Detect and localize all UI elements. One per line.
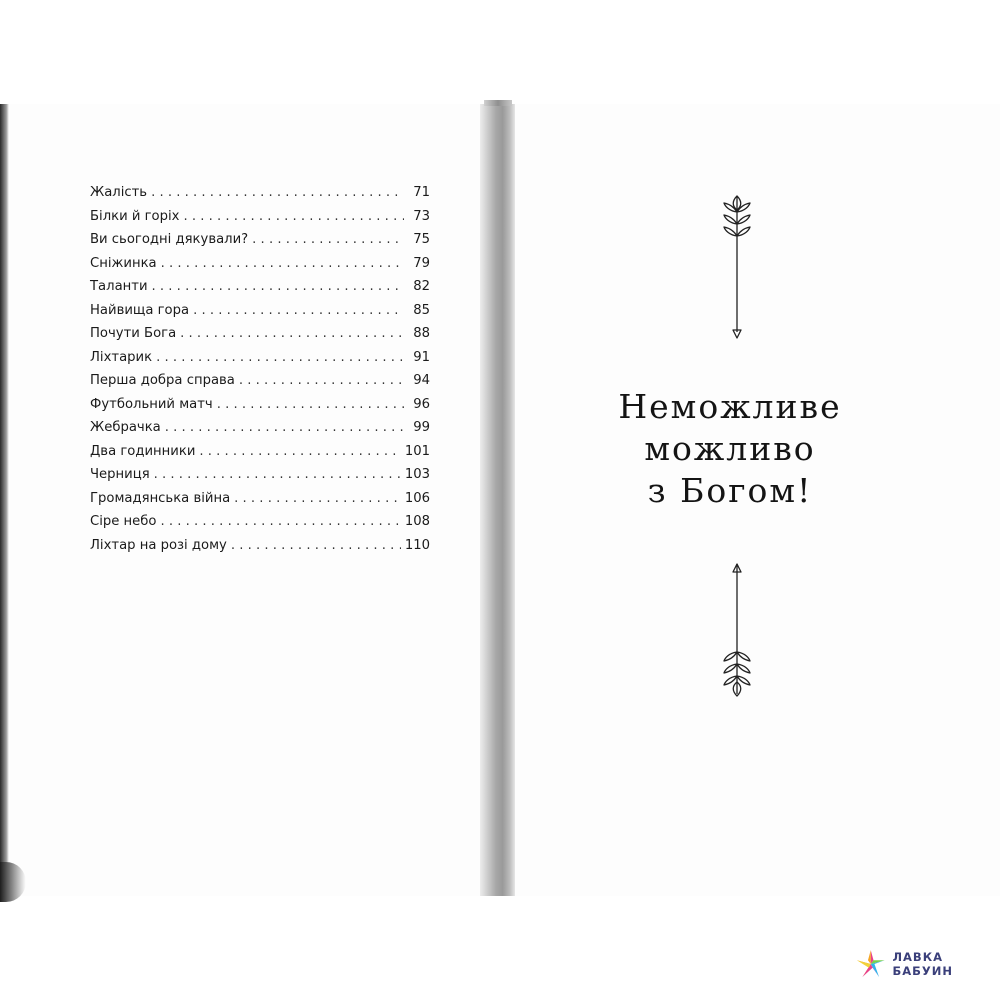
toc-entry-title: Найвища гора — [90, 302, 190, 318]
toc-entry — [90, 303, 430, 327]
toc-dot-leader — [199, 444, 400, 459]
toc-entry-title: Громадянська війна — [90, 490, 231, 506]
toc-entry-title: Таланти — [90, 279, 148, 294]
toc-entry-page-number: 99 — [413, 420, 430, 435]
toc-entry — [90, 373, 430, 397]
toc-entry — [90, 350, 430, 374]
toc-entry-page-number: 103 — [404, 467, 430, 482]
table-of-contents — [90, 185, 430, 561]
toc-dot-leader — [154, 467, 401, 482]
toc-entry-page-number: 94 — [413, 373, 430, 388]
toc-entry-page-number: 108 — [404, 514, 430, 529]
toc-entry-page-number: 96 — [413, 396, 430, 412]
toc-dot-leader — [193, 303, 404, 318]
toc-entry — [90, 256, 430, 280]
toc-entry-page-number: 82 — [413, 279, 430, 294]
gutter-top-shadow — [484, 100, 512, 106]
toc-entry-page-number: 88 — [413, 326, 430, 341]
toc-dot-leader — [161, 514, 401, 529]
toc-entry-title: Жалість — [90, 185, 148, 200]
toc-dot-leader — [217, 397, 404, 412]
toc-entry-title: Ліхтарик — [90, 349, 153, 365]
toc-entry-title: Ви сьогодні дякували? — [90, 232, 249, 247]
toc-entry-title: Білки й горіх — [90, 208, 180, 224]
toc-entry — [90, 232, 430, 256]
motto-text — [520, 386, 940, 512]
toc-entry — [90, 279, 430, 303]
motto-line-2: можливо — [644, 429, 816, 468]
toc-dot-leader — [165, 420, 404, 435]
toc-dot-leader — [180, 326, 404, 341]
toc-entry-page-number: 79 — [413, 255, 430, 271]
toc-dot-leader — [231, 538, 401, 553]
toc-dot-leader — [252, 232, 404, 247]
toc-entry-page-number: 106 — [404, 490, 430, 506]
toc-entry-title: Перша добра справа — [90, 373, 235, 388]
toc-entry-page-number: 110 — [404, 537, 430, 553]
toc-entry — [90, 185, 430, 209]
toc-dot-leader — [152, 279, 404, 294]
toc-entry — [90, 209, 430, 233]
toc-entry-page-number: 73 — [413, 208, 430, 224]
arrow-fletching-icon — [719, 560, 755, 700]
toc-entry-title: Жебрачка — [90, 420, 161, 435]
star-logo-icon — [855, 947, 886, 981]
toc-dot-leader — [161, 256, 404, 271]
toc-entry-title: Сніжинка — [90, 255, 157, 271]
toc-dot-leader — [239, 373, 404, 388]
watermark-text: ЛАВКА БАБУИН — [892, 950, 954, 978]
toc-entry — [90, 491, 430, 515]
toc-entry-title: Ліхтар на розі дому — [90, 537, 227, 553]
toc-entry — [90, 514, 430, 538]
left-page-edge-shadow — [0, 104, 9, 896]
motto-line-3: з Богом! — [647, 471, 813, 510]
toc-entry-page-number: 91 — [413, 349, 430, 365]
toc-entry — [90, 538, 430, 562]
toc-entry-title: Черниця — [90, 467, 150, 482]
book-gutter — [480, 104, 515, 896]
toc-entry-page-number: 71 — [413, 185, 430, 200]
toc-entry-title: Сіре небо — [90, 514, 157, 529]
toc-entry — [90, 467, 430, 491]
toc-dot-leader — [183, 209, 404, 224]
toc-dot-leader — [234, 491, 401, 506]
arrow-fletching-icon — [719, 192, 755, 344]
toc-entry — [90, 420, 430, 444]
toc-entry-page-number: 101 — [404, 443, 430, 459]
toc-dot-leader — [156, 350, 404, 365]
toc-entry-page-number: 75 — [413, 232, 430, 247]
toc-entry-page-number: 85 — [413, 302, 430, 318]
toc-entry-title: Почути Бога — [90, 326, 177, 341]
toc-dot-leader — [151, 185, 404, 200]
toc-entry-title: Два годинники — [90, 443, 196, 459]
toc-entry — [90, 444, 430, 468]
motto-line-1: Неможливе — [618, 387, 842, 426]
watermark-logo — [855, 944, 1000, 984]
toc-entry — [90, 397, 430, 421]
toc-entry-title: Футбольний матч — [90, 396, 213, 412]
toc-entry — [90, 326, 430, 350]
